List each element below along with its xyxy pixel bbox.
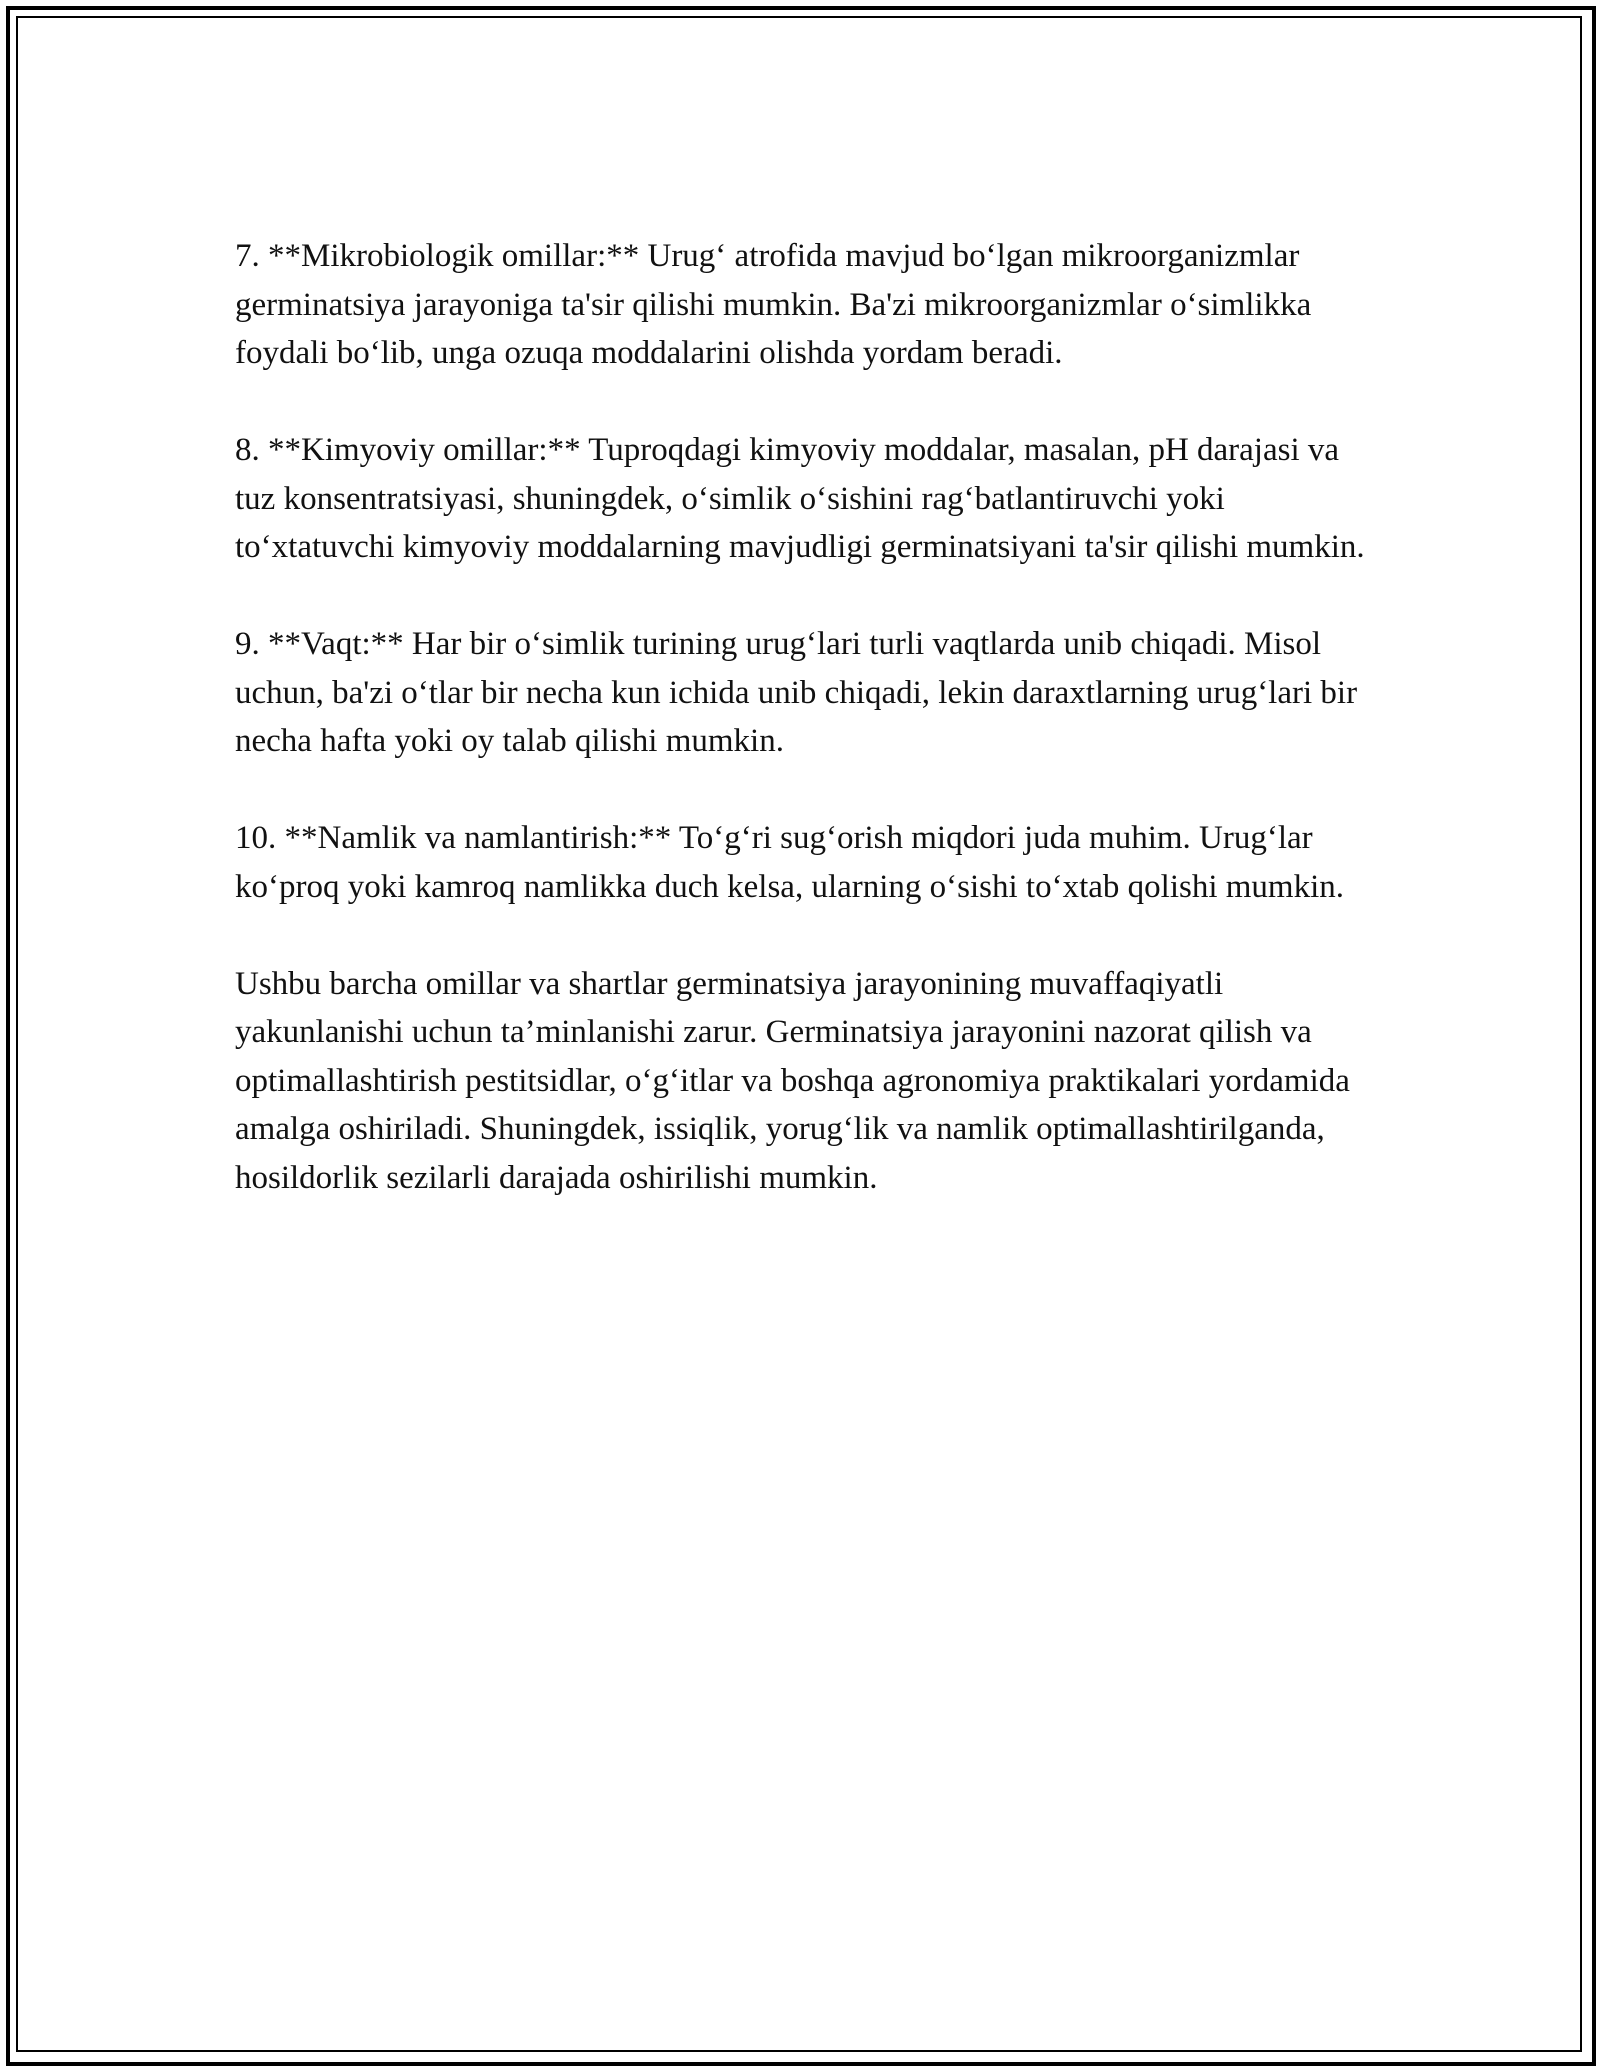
paragraph-moisture: 10. **Namlik va namlantirish:** To‘g‘ri sug‘orish miqdori juda muhim. Urug‘lar ko‘proq yoki kamroq namlikka duch kelsa, ularning o‘sishi to‘xtab qolishi mumkin.: [235, 820, 1345, 905]
document-body: [235, 232, 1375, 1202]
paragraph-conclusion: Ushbu barcha omillar va shartlar germinatsiya jarayonining muvaffaqiyatli yakunlanishi uchun ta’minlanishi zarur. Germinatsiya jarayonini nazorat qilish va optimallashtirish pestitsidlar, o‘g‘itlar va boshqa agronomiya praktikalari yordamida amalga oshiriladi. Shuningdek, issiqlik, yorug‘lik va namlik optimallashtirilganda, hosildorlik sezilarli darajada oshirilishi mumkin.: [235, 965, 1350, 1196]
paragraph-chemical-factors: 8. **Kimyoviy omillar:** Tuproqdagi kimyoviy moddalar, masalan, pH darajasi va tuz konsentratsiyasi, shuningdek, o‘simlik o‘sishini rag‘batlantiruvchi yoki to‘xtatuvchi kimyoviy moddalarning mavjudligi germinatsiyani ta'sir qilishi mumkin.: [235, 432, 1365, 565]
paragraph-microbiological-factors: 7. **Mikrobiologik omillar:** Urug‘ atrofida mavjud bo‘lgan mikroorganizmlar germinatsiya jarayoniga ta'sir qilishi mumkin. Ba'zi mikroorganizmlar o‘simlikka foydali bo‘lib, unga ozuqa moddalarini olishda yordam beradi.: [235, 238, 1312, 371]
paragraph-time: 9. **Vaqt:** Har bir o‘simlik turining urug‘lari turli vaqtlarda unib chiqadi. Misol uchun, ba'zi o‘tlar bir necha kun ichida unib chiqadi, lekin daraxtlarning urug‘lari bir necha hafta yoki oy talab qilishi mumkin.: [235, 626, 1358, 759]
